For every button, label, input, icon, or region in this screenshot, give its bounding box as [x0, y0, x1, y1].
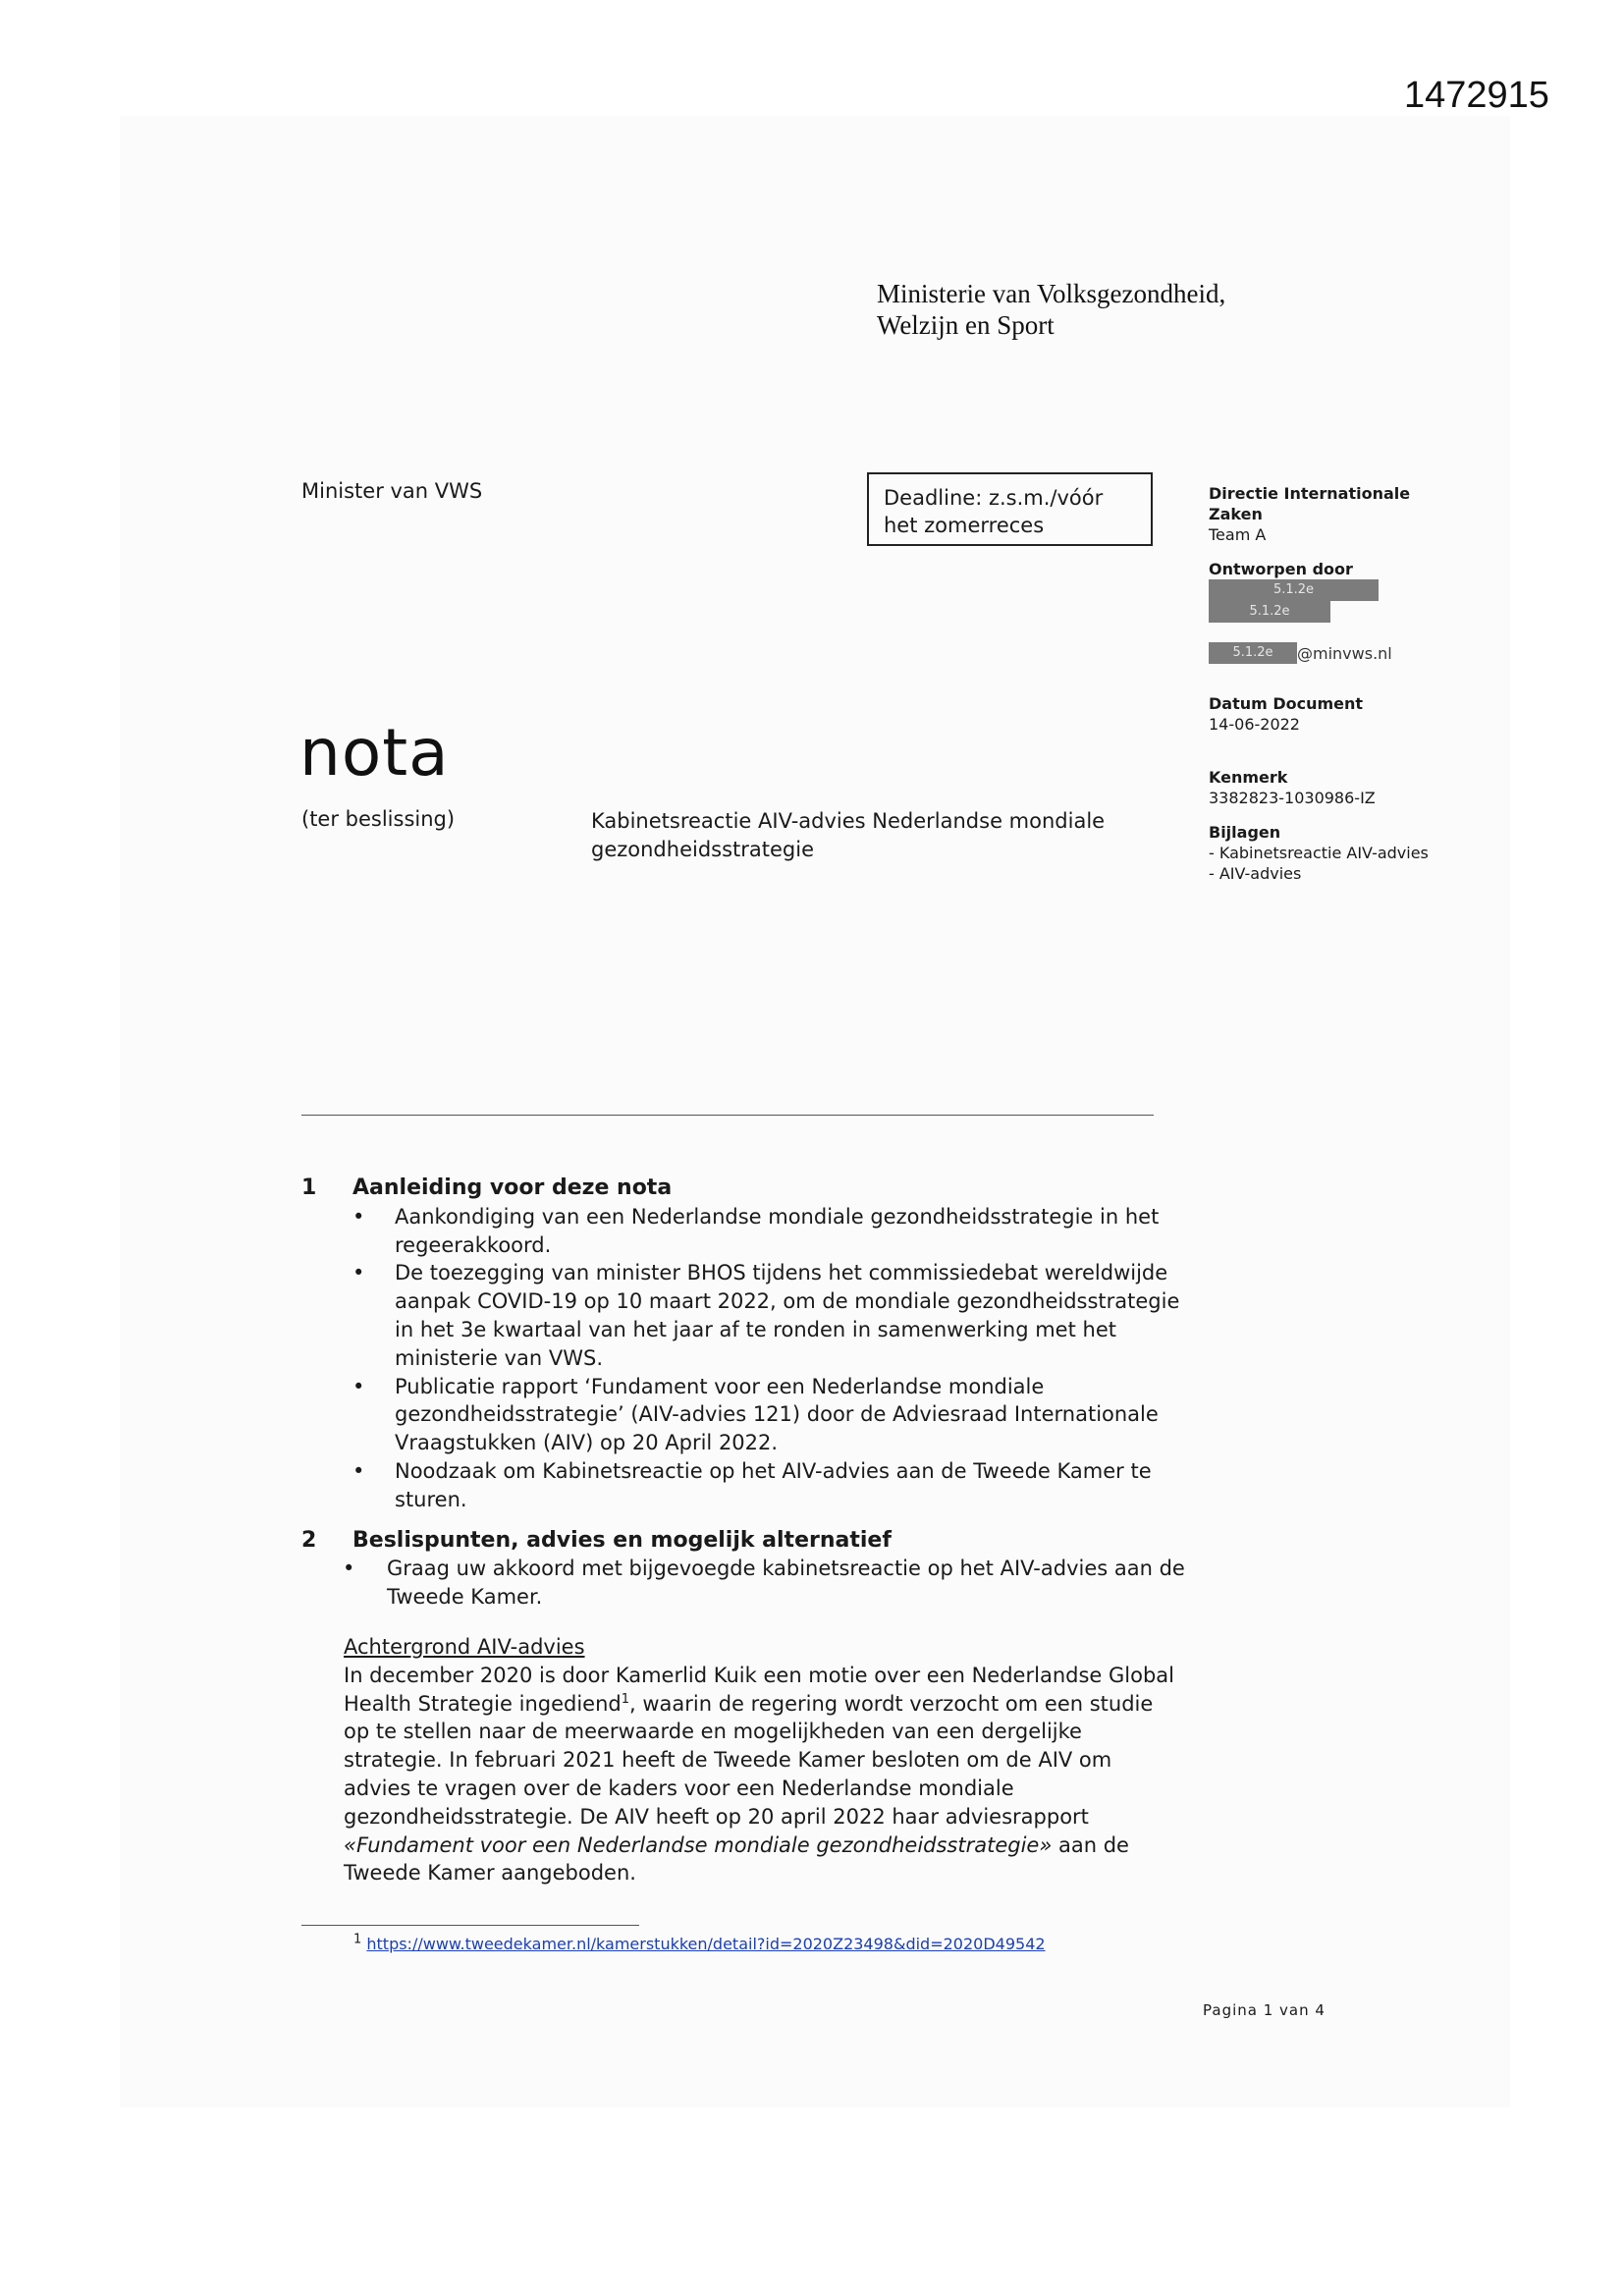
- header-divider: [301, 1115, 1154, 1116]
- background-text-2: , waarin de regering wordt verzocht om een studie op te stellen naar de meerwaarde en mogelijkheden van een dergelijke strategie. In februari 2021 heeft de Tweede Kamer besloten om de AIV om advies te vragen over de kaders voor een Nederlandse mondiale gezondheidsstrategie. De AIV heeft op 20 april 2022 haar adviesrapport: [344, 1691, 1154, 1829]
- directie-title-line1: Directie Internationale: [1209, 484, 1411, 503]
- section-title: Beslispunten, advies en mogelijk alternatief: [352, 1527, 892, 1553]
- nota-type: (ter beslissing): [301, 807, 456, 831]
- footnote-ref: 1: [621, 1691, 630, 1707]
- redaction-box: 5.1.2e: [1209, 601, 1330, 623]
- nota-subject-line2: gezondheidsstrategie: [591, 838, 815, 861]
- section-heading: [301, 1527, 1185, 1556]
- kenmerk-title: Kenmerk: [1209, 768, 1288, 787]
- redaction-box: 5.1.2e: [1209, 642, 1297, 664]
- email-suffix: @minvws.nl: [1297, 643, 1392, 663]
- directie-block: [1209, 483, 1454, 545]
- background-heading: Achtergrond AIV-advies: [344, 1634, 585, 1659]
- nota-subject-line1: Kabinetsreactie AIV-advies Nederlandse mondiale: [591, 809, 1106, 833]
- kenmerk-block: [1209, 767, 1454, 808]
- ontworpen-block: [1209, 559, 1454, 664]
- ministry-name-line2: Welzijn en Sport: [877, 310, 1055, 340]
- metadata-sidebar: [1209, 483, 1454, 898]
- deadline-line2: het zomerreces: [884, 514, 1045, 537]
- report-title-italic: «Fundament voor een Nederlandse mondiale gezondheidsstrategie»: [344, 1832, 1053, 1857]
- list-item: • Publicatie rapport ‘Fundament voor een Nederlandse mondiale gezondheidsstrategie’ (AIV-advies 121) door de Adviesraad Internationale Vraagstukken (AIV) op 20 April 2022.: [301, 1373, 1185, 1457]
- background-section: [344, 1633, 1185, 1887]
- background-text-1: In december 2020 is door Kamerlid Kuik een motie over een Nederlandse Global Health Strategie ingediend: [344, 1663, 1174, 1716]
- page-number: Pagina 1 van 4: [1203, 2001, 1326, 2019]
- footnote-number: 1: [353, 1932, 362, 1947]
- footnote: [353, 1932, 1046, 1953]
- section-number: 2: [301, 1527, 317, 1553]
- list-item: • Aankondiging van een Nederlandse mondiale gezondheidsstrategie in het regeerakkoord.: [301, 1203, 1185, 1260]
- section2-bullet-list: [301, 1555, 1185, 1612]
- deadline-line1: Deadline: z.s.m./vóór: [884, 486, 1104, 510]
- section-title: Aanleiding voor deze nota: [352, 1175, 673, 1200]
- ontworpen-title: Ontworpen door: [1209, 560, 1353, 578]
- bijlage-item: - AIV-advies: [1209, 864, 1302, 883]
- footnote-divider: [301, 1925, 639, 1926]
- redaction-row-2: [1209, 601, 1454, 623]
- bijlagen-title: Bijlagen: [1209, 823, 1281, 842]
- list-item: • Noodzaak om Kabinetsreactie op het AIV-advies aan de Tweede Kamer te sturen.: [301, 1457, 1185, 1514]
- nota-heading: nota: [299, 715, 450, 791]
- bijlagen-block: [1209, 822, 1454, 884]
- nota-subject: [591, 807, 1161, 864]
- addressee: Minister van VWS: [301, 479, 483, 503]
- datum-title: Datum Document: [1209, 694, 1364, 713]
- section-heading: [301, 1175, 1185, 1203]
- datum-block: [1209, 693, 1454, 735]
- deadline-box: [867, 472, 1153, 546]
- background-paragraph: [344, 1662, 1185, 1887]
- datum-value: 14-06-2022: [1209, 715, 1300, 734]
- redaction-box: 5.1.2e: [1209, 579, 1379, 601]
- directie-title-line2: Zaken: [1209, 505, 1263, 523]
- ministry-name-line1: Ministerie van Volksgezondheid,: [877, 279, 1226, 308]
- list-item: • Graag uw akkoord met bijgevoegde kabinetsreactie op het AIV-advies aan de Tweede Kamer.: [301, 1555, 1185, 1612]
- team-label: Team A: [1209, 525, 1267, 544]
- background-text-3: aan de Tweede Kamer aangeboden.: [344, 1832, 1129, 1886]
- email-row: [1209, 642, 1454, 664]
- kenmerk-value: 3382823-1030986-IZ: [1209, 789, 1376, 807]
- footnote-link[interactable]: https://www.tweedekamer.nl/kamerstukken/detail?id=2020Z23498&did=2020D49542: [366, 1935, 1046, 1953]
- redaction-row-1: [1209, 579, 1454, 601]
- section-number: 1: [301, 1175, 317, 1200]
- bijlage-item: - Kabinetsreactie AIV-advies: [1209, 844, 1429, 862]
- section1-bullet-list: [301, 1203, 1185, 1514]
- document-number: 1472915: [1404, 75, 1549, 116]
- ministry-letterhead: [877, 278, 1225, 341]
- document-body: [301, 1175, 1185, 1887]
- list-item: • De toezegging van minister BHOS tijdens het commissiedebat wereldwijde aanpak COVID-19 op 10 maart 2022, om de mondiale gezondheidsstrategie in het 3e kwartaal van het jaar af te ronden in samenwerking met het ministerie van VWS.: [301, 1259, 1185, 1372]
